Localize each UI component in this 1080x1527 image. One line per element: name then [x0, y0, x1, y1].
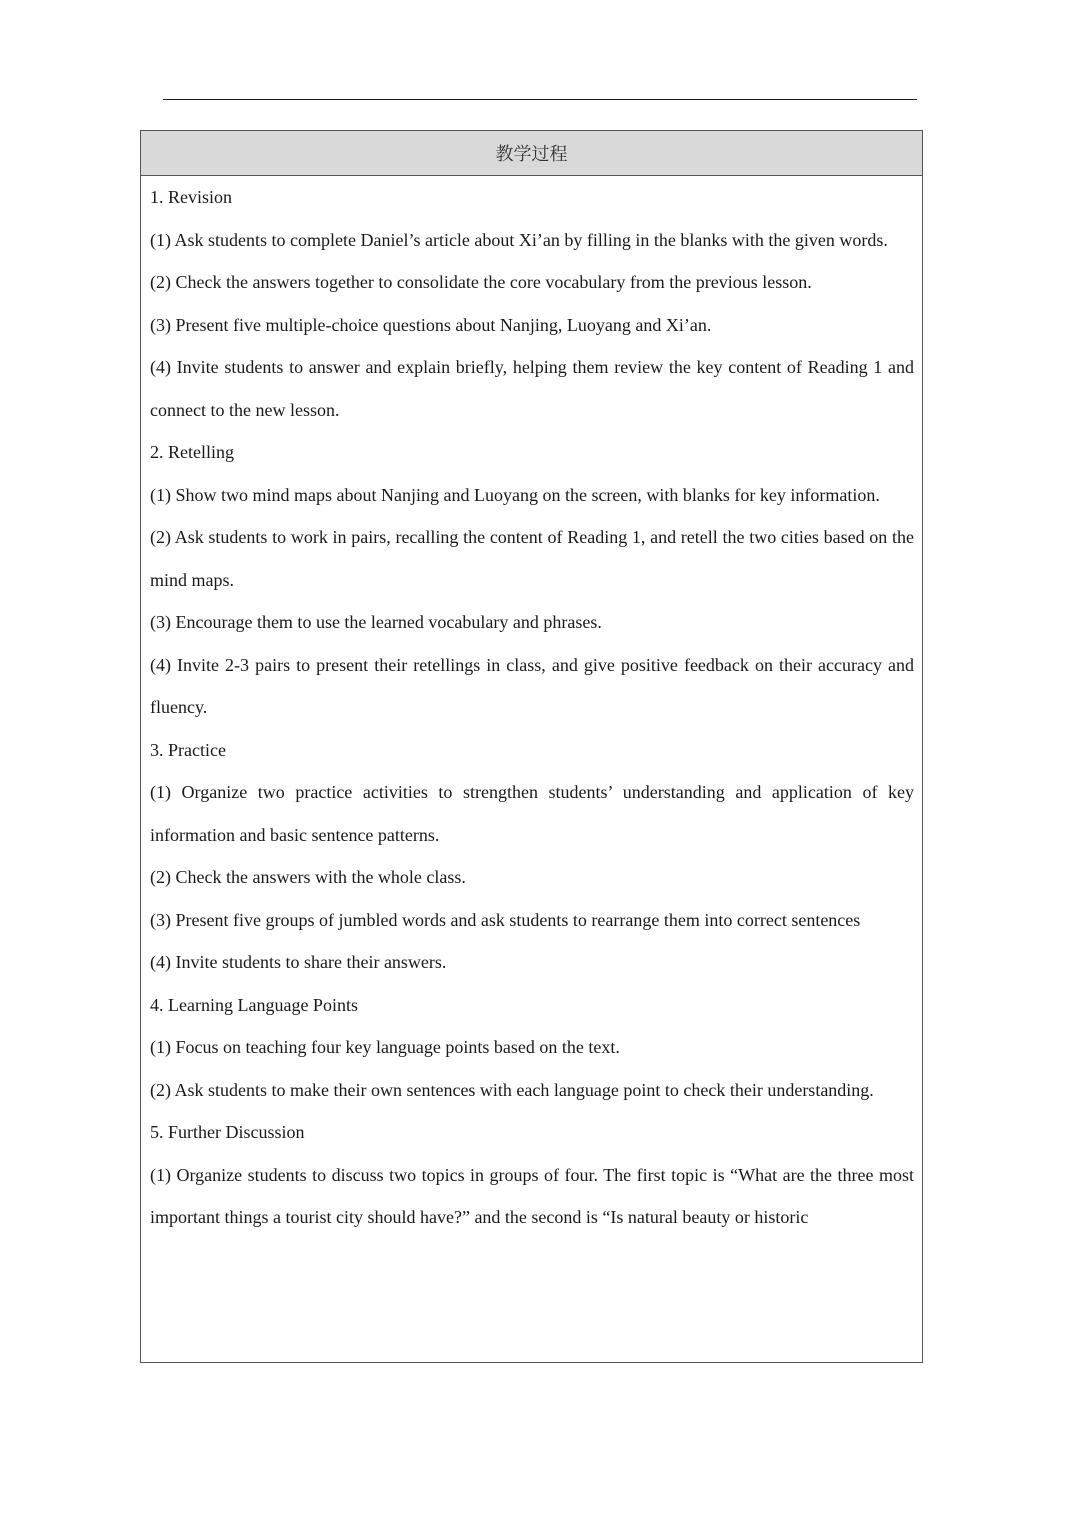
list-item: (1) Organize students to discuss two topics in groups of four. The first topic is “What are the three most important things a tourist city should have?” and the second is “Is natural beauty or historic: [150, 1164, 914, 1227]
list-item: (2) Check the answers together to consolidate the core vocabulary from the previous lesson.: [150, 272, 812, 292]
section-further-discussion: [150, 1111, 914, 1239]
list-item: (2) Check the answers with the whole class.: [150, 867, 466, 887]
header-rule: [163, 99, 917, 100]
section-revision: [150, 176, 914, 431]
list-item: (3) Present five groups of jumbled words and ask students to rearrange them into correct sentences: [150, 909, 861, 930]
table-header: [141, 131, 922, 176]
list-item: (1) Ask students to complete Daniel’s article about Xi’an by filling in the blanks with the given words.: [150, 229, 888, 250]
section-language-points: [150, 984, 914, 1112]
list-item: (1) Show two mind maps about Nanjing and Luoyang on the screen, with blanks for key information.: [150, 484, 880, 505]
list-item: (1) Focus on teaching four key language points based on the text.: [150, 1037, 620, 1057]
teaching-process-table: [140, 130, 923, 1363]
section-heading: 2. Retelling: [150, 442, 234, 462]
list-item: (3) Present five multiple-choice questions about Nanjing, Luoyang and Xi’an.: [150, 314, 712, 335]
section-practice: [150, 729, 914, 984]
list-item: (4) Invite students to answer and explain briefly, helping them review the key content of Reading 1 and connect to the new lesson.: [150, 357, 914, 420]
list-item: (1) Organize two practice activities to strengthen students’ understanding and application of key information and basic sentence patterns.: [150, 782, 914, 845]
section-heading: 3. Practice: [150, 739, 226, 760]
section-heading: 5. Further Discussion: [150, 1122, 305, 1142]
table-title: 教学过程: [495, 144, 568, 165]
list-item: (4) Invite students to share their answers.: [150, 952, 447, 972]
section-retelling: [150, 431, 914, 729]
list-item: (2) Ask students to make their own sentences with each language point to check their understanding.: [150, 1079, 874, 1100]
list-item: (2) Ask students to work in pairs, recalling the content of Reading 1, and retell the two cities based on the mind maps.: [150, 527, 914, 590]
section-heading: 4. Learning Language Points: [150, 994, 358, 1015]
list-item: (4) Invite 2-3 pairs to present their retellings in class, and give positive feedback on their accuracy and fluency.: [150, 654, 914, 717]
table-body: [141, 176, 922, 1239]
list-item: (3) Encourage them to use the learned vocabulary and phrases.: [150, 612, 602, 632]
section-heading: 1. Revision: [150, 187, 233, 207]
